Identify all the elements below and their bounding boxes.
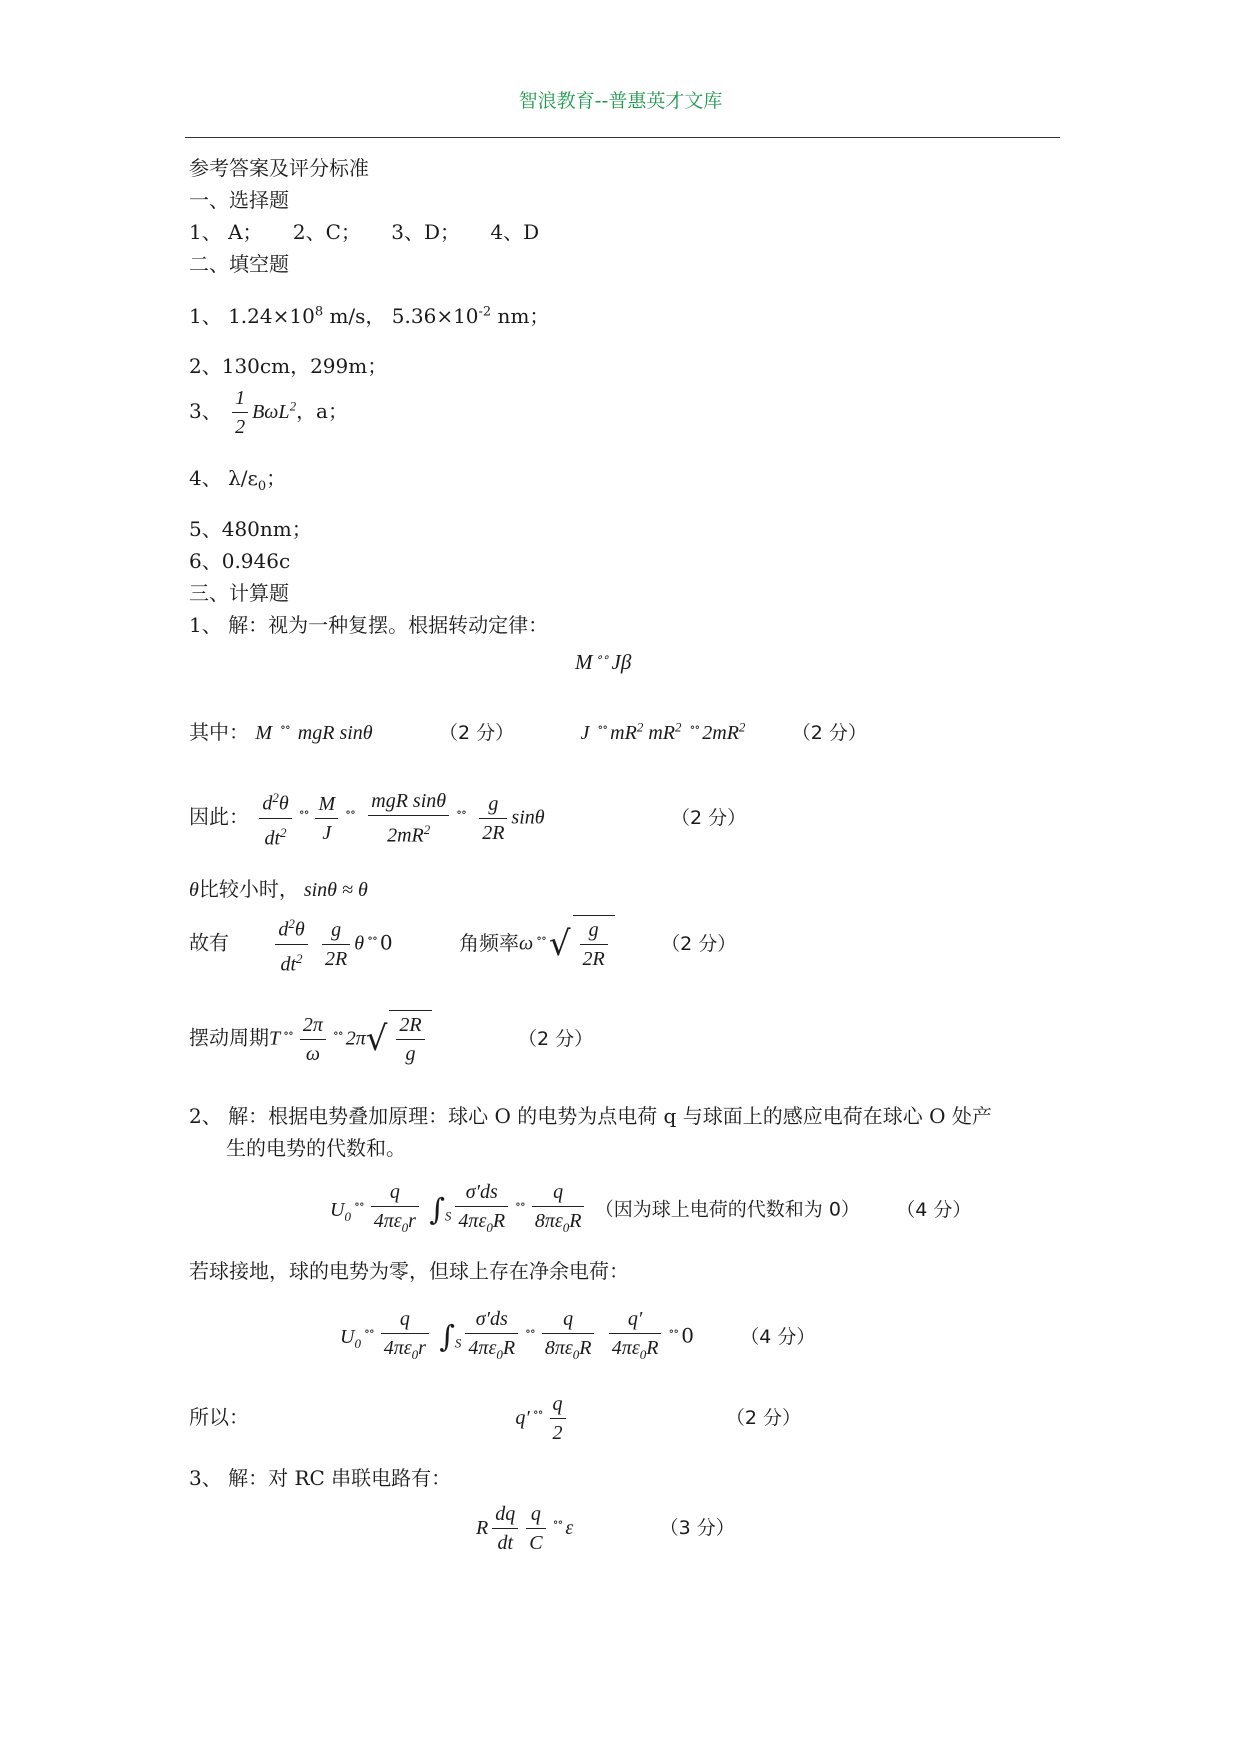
fill-1-a: 1、 1.24×10 — [189, 304, 315, 328]
eq-where: 其中： M ∘∘ mgR sinθ （2 分） J ∘∘ $mR^2$ $mR^2$ ∘∘ $2mR^2$ （2 分） — [189, 719, 867, 744]
fill-1-exp1: 8 — [314, 304, 324, 320]
header-rule — [185, 137, 1060, 138]
lbl-period: 摆动周期 — [189, 1025, 269, 1050]
score-a: （2 分） — [438, 722, 515, 744]
eq-period: 摆动周期T ∘∘ $\frac{2\pi}{\omega}$ ∘∘ 2π√ $\frac{2R}{g}$ （2 分） — [189, 1010, 593, 1068]
small-angle: θ比较小时， sinθ ≈ θ — [189, 877, 368, 901]
lbl-so: 所以： — [189, 1405, 249, 1429]
score-f: （4 分） — [896, 1198, 972, 1221]
eq-torque: M ∘∘ Jβ — [575, 650, 632, 674]
eq-therefore-q: 所以： q′ ∘∘ $\frac{q}{2}$ （2 分） — [189, 1390, 801, 1447]
fill-1-exp2: -2 — [478, 304, 492, 320]
score-h: （2 分） — [725, 1407, 801, 1429]
fill-4-a: 4、 λ/ε — [189, 466, 258, 490]
lbl-small: 比较小时， — [198, 877, 299, 901]
lbl-angfreq: 角频率 — [458, 930, 519, 955]
score-d: （2 分） — [661, 932, 737, 955]
calc-2-grounded: 若球接地，球的电势为零，但球上存在净余电荷： — [189, 1259, 629, 1283]
fill-3-b: ，a； — [296, 399, 348, 423]
section-fill: 二、填空题 — [189, 252, 289, 276]
eq-rc: R $\frac{dq}{dt}$ $\frac{q}{C}$ ∘∘ ε （3 分） — [476, 1500, 735, 1557]
fill-1 — [189, 300, 549, 329]
fill-5: 5、480nm； — [189, 517, 312, 541]
calc-2-line1: 2、 解：根据电势叠加原理：球心 O 的电势为点电荷 q 与球面上的感应电荷在球心 O 处产 — [189, 1104, 992, 1128]
calc-3-intro: 3、 解：对 RC 串联电路有： — [189, 1466, 452, 1490]
fill-1-c: m/s， 5.36×10 — [323, 304, 479, 328]
score-i: （3 分） — [659, 1517, 735, 1539]
choice-4: 4、D — [490, 220, 540, 244]
choice-2: 2、C； — [292, 220, 361, 244]
fill-4-b: ； — [266, 466, 287, 490]
eq-hence: 故有 $\frac{d^2\theta}{dt^2}$ $\frac{g}{2R}$ θ ∘∘ 0 角频率ω ∘∘√ $\frac{g}{2R}$ （2 分） — [189, 910, 736, 978]
fill-2: 2、130cm，299m； — [189, 354, 388, 378]
fill-3: 3、 $\frac{1}{2}$ BωL$^2$，a； — [189, 384, 348, 441]
calc-1-intro: 1、 解：视为一种复摆。根据转动定律： — [189, 613, 549, 637]
choice-1: 1、 A； — [189, 220, 263, 244]
lbl-therefore: 因此： — [189, 804, 249, 829]
choice-answers — [189, 216, 539, 245]
section-choice: 一、选择题 — [189, 188, 289, 212]
score-c: （2 分） — [670, 806, 747, 829]
eq-potential-2: $U_0^{\circ\circ}$ $\frac{q}{4\pi\varepsilon_0r}$ $\int_S$ $\frac{\sigma'ds}{4\pi\varepsilon_0R}$ ∘∘ $\frac{q}{8\pi\varepsilon_0R}$ $\frac{q'}{4\pi\varepsilon_0R}$ ∘∘ 0 （4 分） — [340, 1305, 815, 1369]
choice-3: 3、D； — [391, 220, 461, 244]
lbl-where: 其中： — [189, 720, 249, 744]
note-sum-zero: （因为球上电荷的代数和为 0） — [594, 1198, 860, 1221]
page-header: 智浪教育--普惠英才文库 — [518, 90, 723, 112]
section-calc: 三、计算题 — [189, 581, 289, 605]
fill-3-num: 3、 — [189, 399, 222, 423]
score-e: （2 分） — [517, 1027, 594, 1050]
doc-title: 参考答案及评分标准 — [189, 156, 369, 180]
lbl-hence: 故有 — [189, 930, 229, 955]
eq-potential-1: $U_0^{\circ\circ}$ $\frac{q}{4\pi\varepsilon_0r}$ $\int_S$ $\frac{\sigma'ds}{4\pi\varepsilon_0R}$ ∘∘ $\frac{q}{8\pi\varepsilon_0R}$ （因为球上电荷的代数和为 0） （4 分） — [330, 1178, 971, 1242]
eq-therefore: 因此： $\frac{d^2\theta}{dt^2}$ ∘∘ $\frac{M}{J}$ ∘∘ $\frac{\text{mgR sinθ}}{2mR^2}$ ∘∘ $\frac{g}{2R}$ sinθ （2 分） — [189, 784, 746, 852]
calc-2-line2: 生的电势的代数和。 — [226, 1136, 406, 1160]
score-g: （4 分） — [740, 1325, 816, 1348]
fill-1-e: nm； — [491, 304, 550, 328]
score-b: （2 分） — [791, 722, 867, 744]
fill-6: 6、0.946c — [189, 549, 291, 573]
fill-4: 4、 $\lambda/\varepsilon_0$； — [189, 466, 287, 494]
